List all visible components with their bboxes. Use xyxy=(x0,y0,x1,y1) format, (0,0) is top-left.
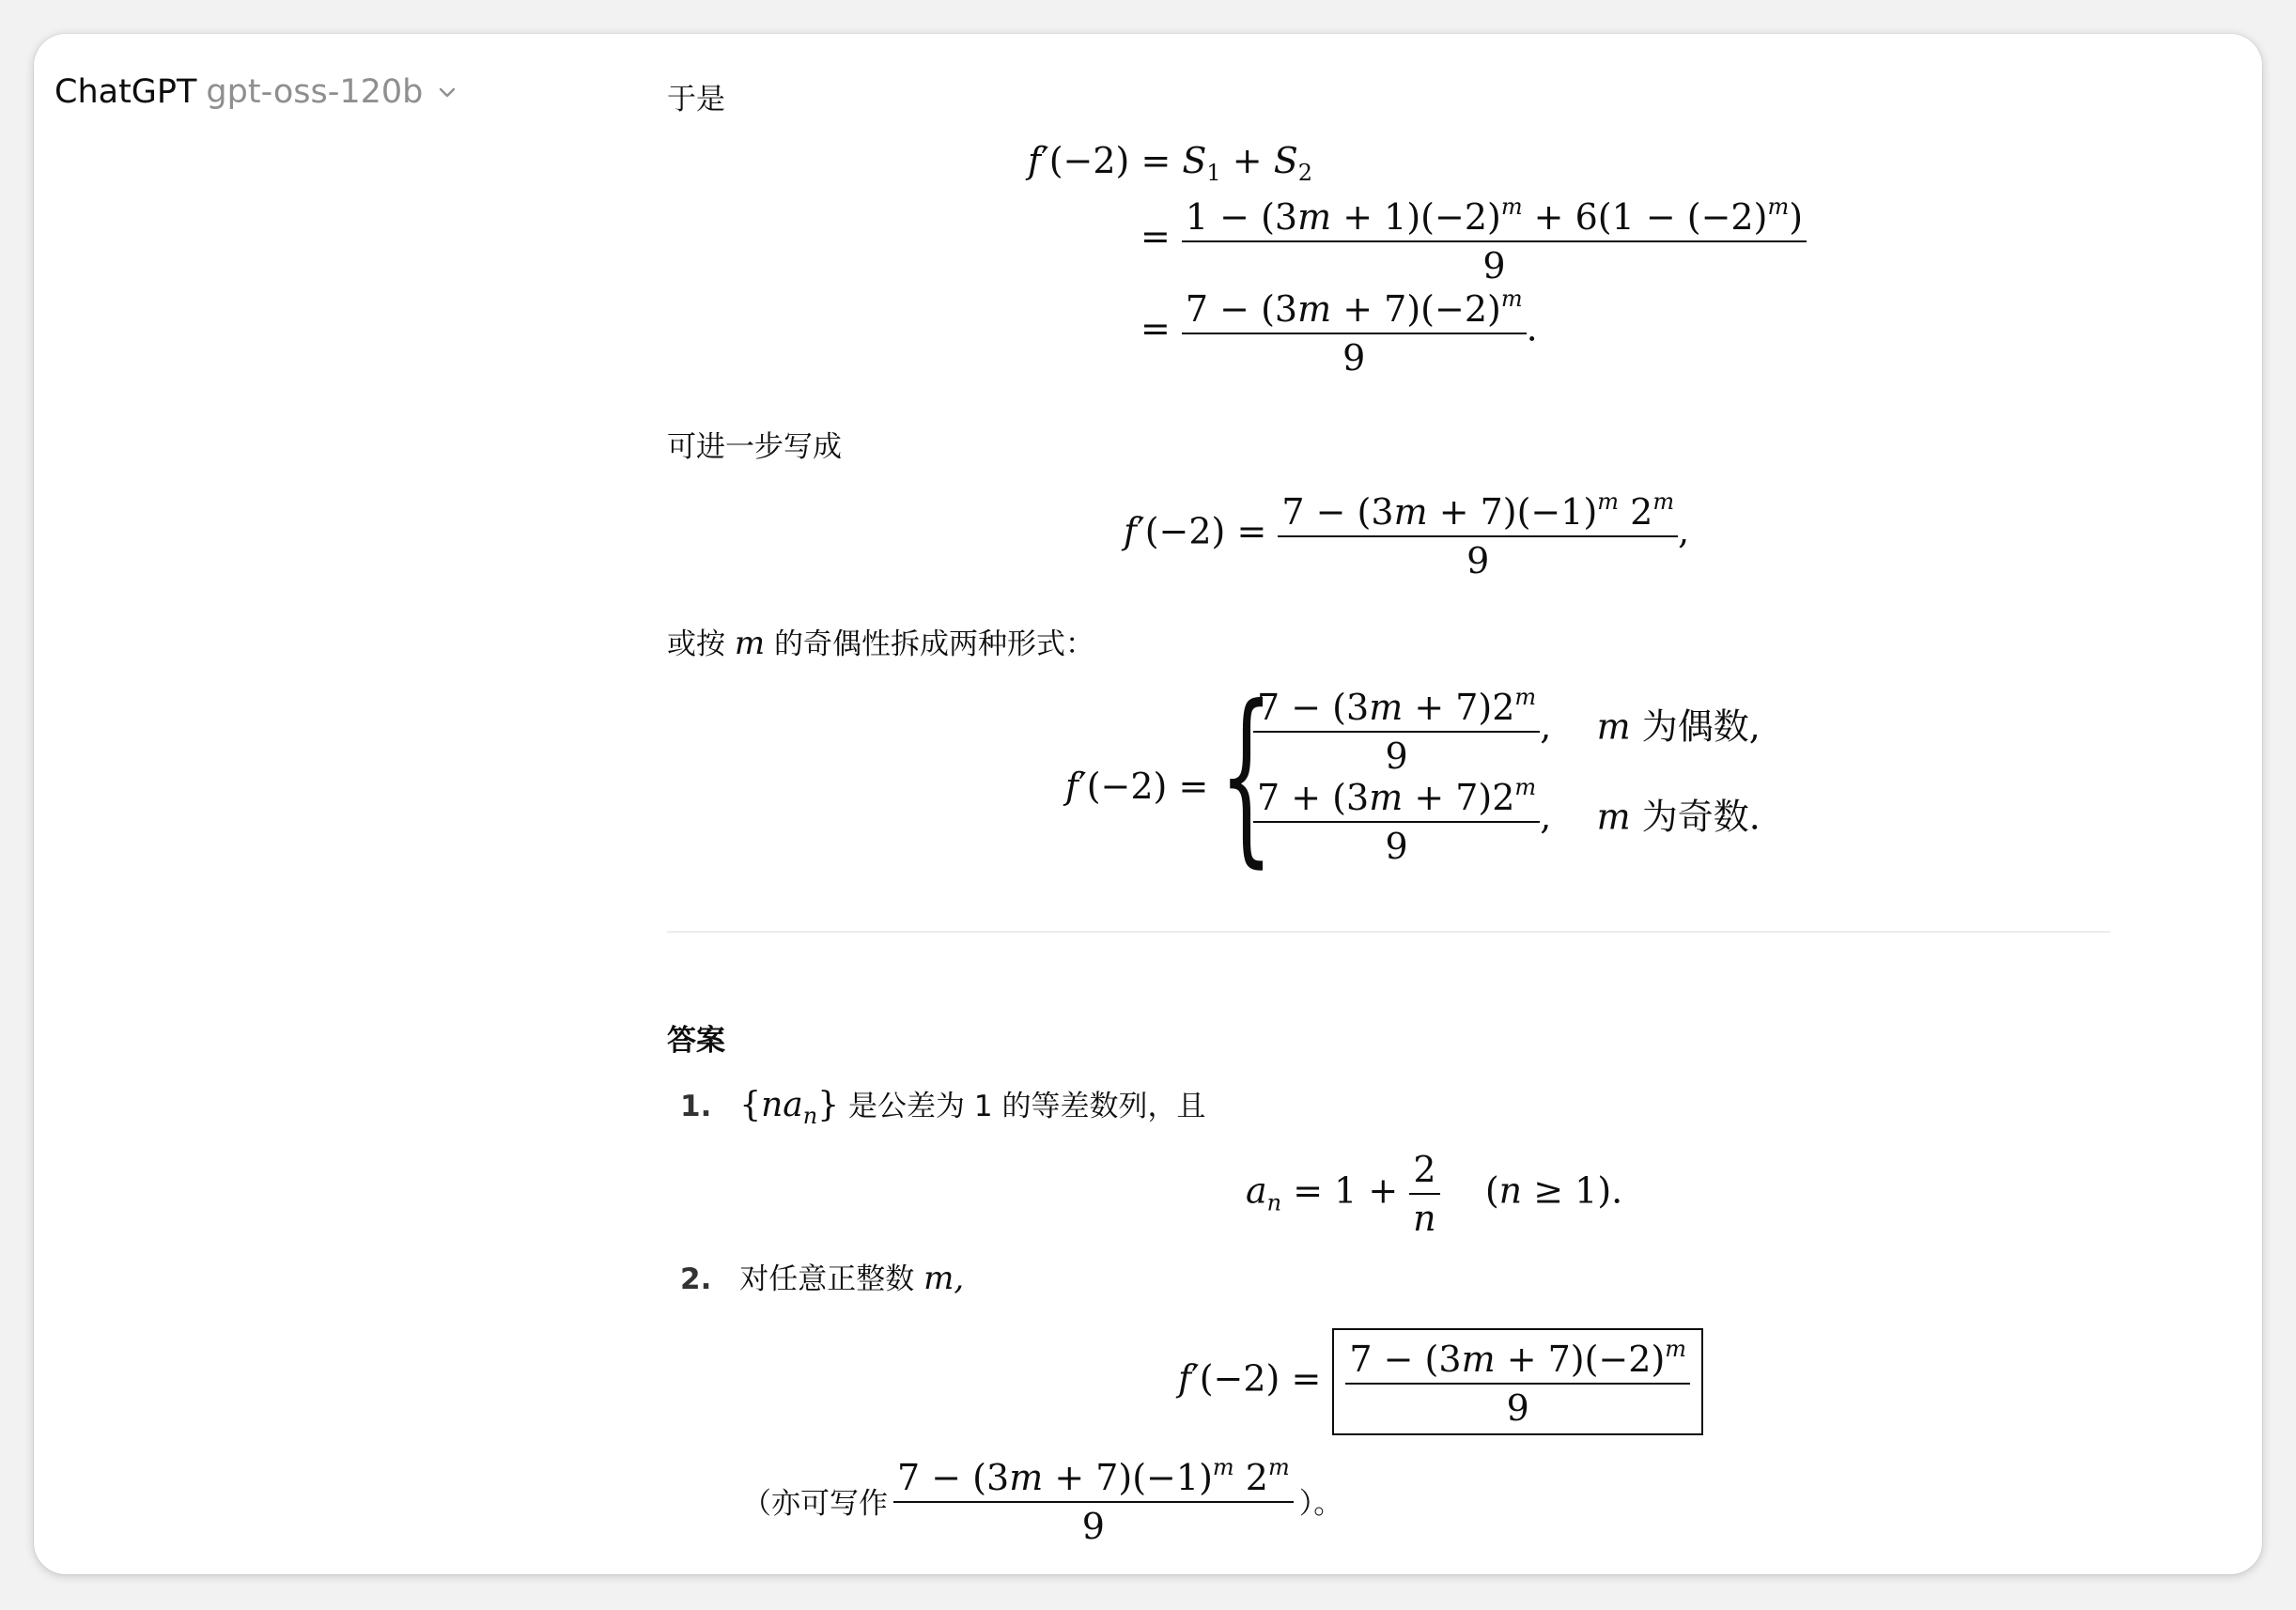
answer-formula-an: $a_n = 1$ + $\frac{2}{n}$ (n ≥ 1). xyxy=(1246,1149,1623,1239)
brand-label: ChatGPT xyxy=(54,73,197,111)
equation-line-1: $f'(-2) = S_1 + S_2$ xyxy=(1028,140,1313,186)
piecewise-case-even: $\frac{7 - (3m + 7)2^m}{9}$ , m 为偶数, xyxy=(1253,686,1761,774)
piecewise-case-odd: $\frac{7 + (3m + 7)2^m}{9}$ , m 为奇数. xyxy=(1253,776,1761,864)
chat-window xyxy=(34,34,2262,1574)
paragraph-text: 于是 xyxy=(667,83,725,116)
answer-heading: 答案 xyxy=(667,1024,725,1058)
model-selector-button[interactable] xyxy=(54,73,458,111)
model-name-label: gpt-oss-120b xyxy=(206,73,424,111)
paragraph-text: 或按 m 的奇偶性拆成两种形式： xyxy=(667,625,1094,662)
answer-item-2: 2. 对任意正整数 m, xyxy=(680,1260,965,1297)
equation-line-3: = $\frac{7 - (3m + 7)(-2)^m}{9}$ . xyxy=(1140,286,1538,379)
piecewise-lhs: f′(−2) = xyxy=(1065,766,1209,807)
chevron-down-icon xyxy=(436,81,458,103)
answer-alt-note: （亦可写作 $\frac{7 - (3m + 7)(-1)^m 2^m}{9}$ ）。 xyxy=(742,1454,1343,1547)
answer-item-1: 1. $\{na_n\}$ 是公差为 1 的等差数列，且 xyxy=(680,1086,1206,1129)
left-brace: { xyxy=(1219,666,1274,885)
section-divider xyxy=(667,931,2110,933)
answer-boxed-formula: f′(−2) = $\frac{7 - (3m + 7)(-2)^m}{9}$ xyxy=(1178,1328,1703,1435)
equation-line-2: = $\frac{1 - (3m + 1)(-2)^m + 6(1 - (-2)^m)}{9}$ xyxy=(1140,195,1807,284)
paragraph-text: 可进一步写成 xyxy=(667,430,842,464)
equation-alt-form: f′(−2) = $\frac{7 - (3m + 7)(-1)^m 2^m}{9}$ , xyxy=(1124,488,1690,581)
